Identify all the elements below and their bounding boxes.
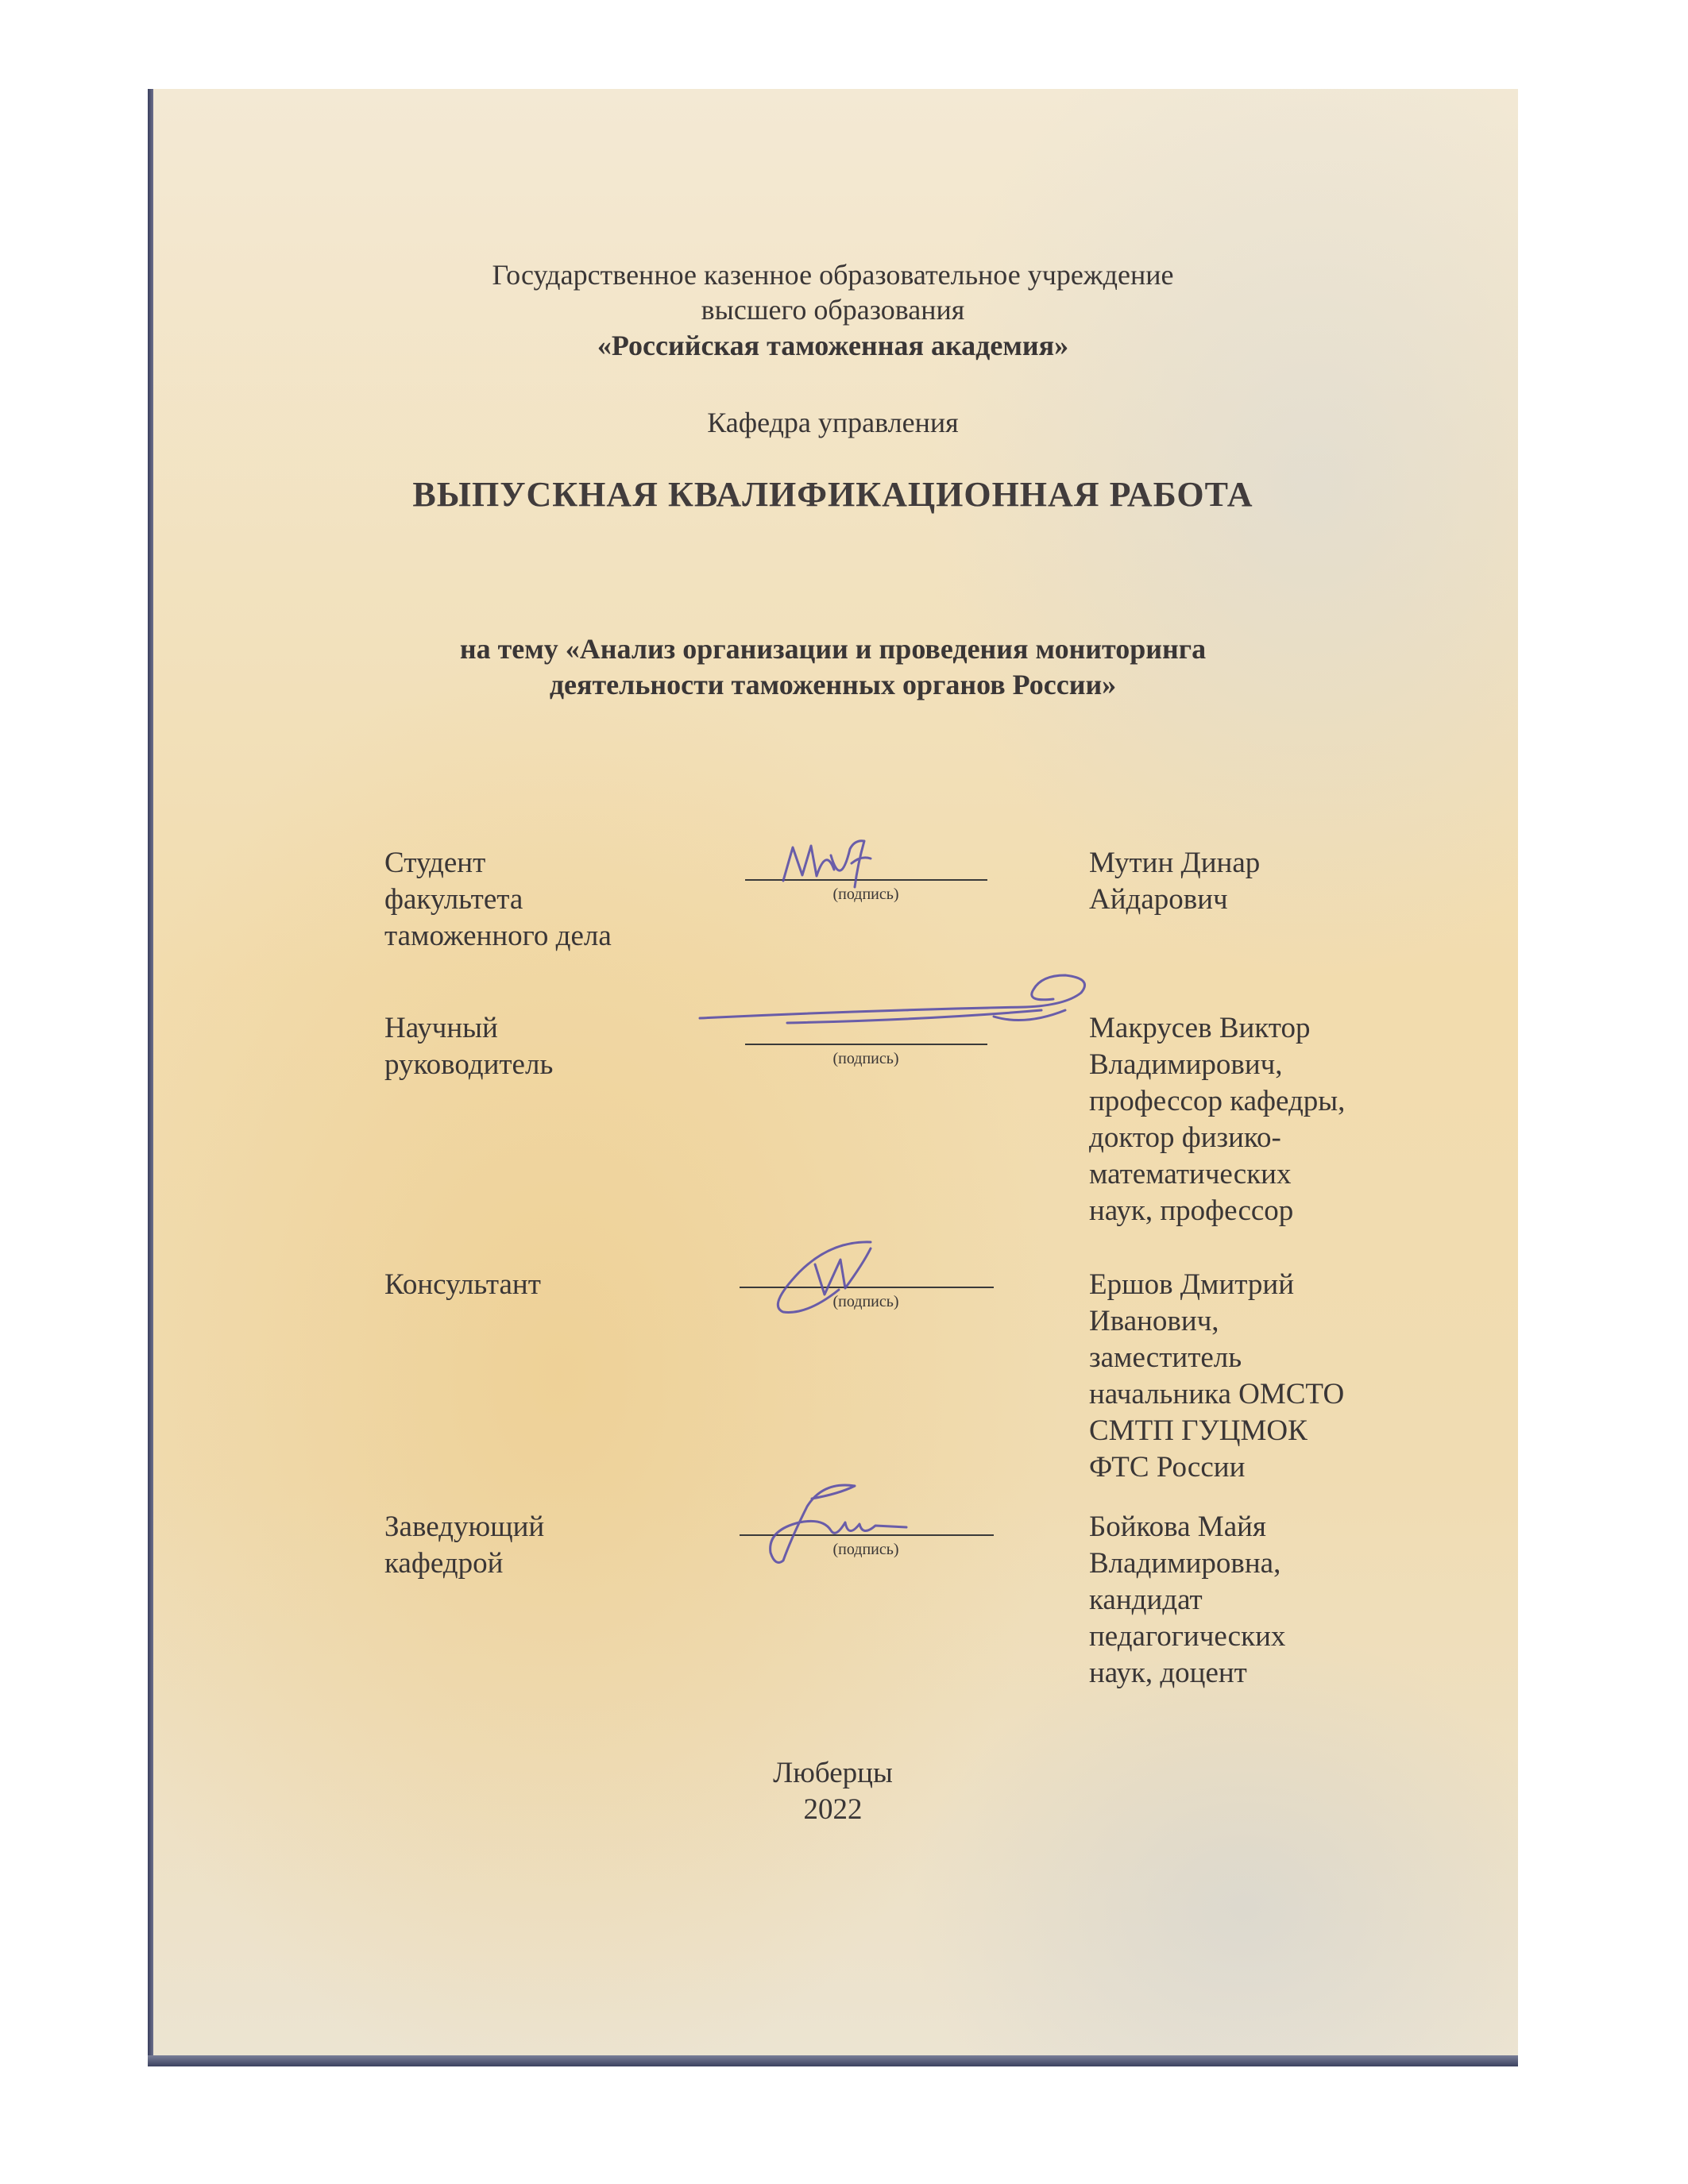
advisor-name xyxy=(1089,1010,1345,1229)
name-line: профессор кафедры, xyxy=(1089,1085,1346,1117)
document-title: ВЫПУСКНАЯ КВАЛИФИКАЦИОННАЯ РАБОТА xyxy=(412,475,1253,514)
role-line: Студент xyxy=(384,847,486,879)
student-signature-caption: (подпись) xyxy=(832,886,899,903)
name-line: Ершов Дмитрий xyxy=(1089,1268,1294,1301)
role-line: Научный xyxy=(384,1012,498,1044)
name-line: Мутин Динар xyxy=(1089,847,1261,879)
role-line: Заведующий xyxy=(384,1511,545,1543)
name-line: наук, доцент xyxy=(1089,1657,1247,1689)
institution-line-1: Государственное казенное образовательное учреждение xyxy=(492,259,1174,291)
cover-edge xyxy=(148,2055,1518,2066)
student-role xyxy=(384,845,612,955)
advisor-signature xyxy=(692,955,1105,1042)
name-line: математических xyxy=(1089,1158,1292,1190)
topic-line-1: на тему «Анализ организации и проведения мониторинга xyxy=(459,633,1207,665)
head-signature xyxy=(736,1475,918,1570)
name-line: Иванович, xyxy=(1089,1305,1219,1337)
footer-city: Люберцы xyxy=(773,1757,893,1789)
department-name: Кафедра управления xyxy=(707,407,959,438)
name-line: заместитель xyxy=(1089,1341,1242,1374)
consultant-name xyxy=(1089,1267,1344,1486)
consultant-signature-caption: (подпись) xyxy=(832,1293,899,1310)
advisor-role xyxy=(384,1010,553,1083)
document-sheet xyxy=(148,89,1518,2066)
consultant-signature xyxy=(751,1233,910,1320)
academy-name: «Российская таможенная академия» xyxy=(597,330,1069,361)
student-name xyxy=(1089,845,1260,918)
role-line: Консультант xyxy=(384,1268,541,1301)
consultant-role xyxy=(384,1267,541,1303)
name-line: ФТС России xyxy=(1089,1451,1246,1484)
head-name xyxy=(1089,1509,1285,1692)
advisor-signature-caption: (подпись) xyxy=(832,1050,899,1067)
role-line: таможенного дела xyxy=(384,920,612,952)
role-line: кафедрой xyxy=(384,1547,504,1580)
name-line: Айдарович xyxy=(1089,883,1228,916)
head-role xyxy=(384,1509,544,1582)
topic-line-2: деятельности таможенных органов России» xyxy=(549,669,1117,700)
advisor-signature-line xyxy=(745,1044,987,1045)
name-line: начальника ОМСТО xyxy=(1089,1378,1345,1410)
name-line: кандидат xyxy=(1089,1584,1203,1616)
footer-year: 2022 xyxy=(803,1793,863,1826)
name-line: Владимирович, xyxy=(1089,1048,1283,1081)
role-line: факультета xyxy=(384,883,523,916)
name-line: педагогических xyxy=(1089,1620,1286,1653)
role-line: руководитель xyxy=(384,1048,554,1081)
name-line: Владимировна, xyxy=(1089,1547,1281,1580)
name-line: Макрусев Виктор xyxy=(1089,1012,1311,1044)
name-line: наук, профессор xyxy=(1089,1194,1294,1227)
name-line: доктор физико- xyxy=(1089,1121,1281,1154)
head-signature-caption: (подпись) xyxy=(832,1541,899,1558)
student-signature xyxy=(775,832,902,895)
institution-line-2: высшего образования xyxy=(701,294,965,326)
name-line: Бойкова Майя xyxy=(1089,1511,1266,1543)
name-line: СМТП ГУЦМОК xyxy=(1089,1414,1308,1447)
